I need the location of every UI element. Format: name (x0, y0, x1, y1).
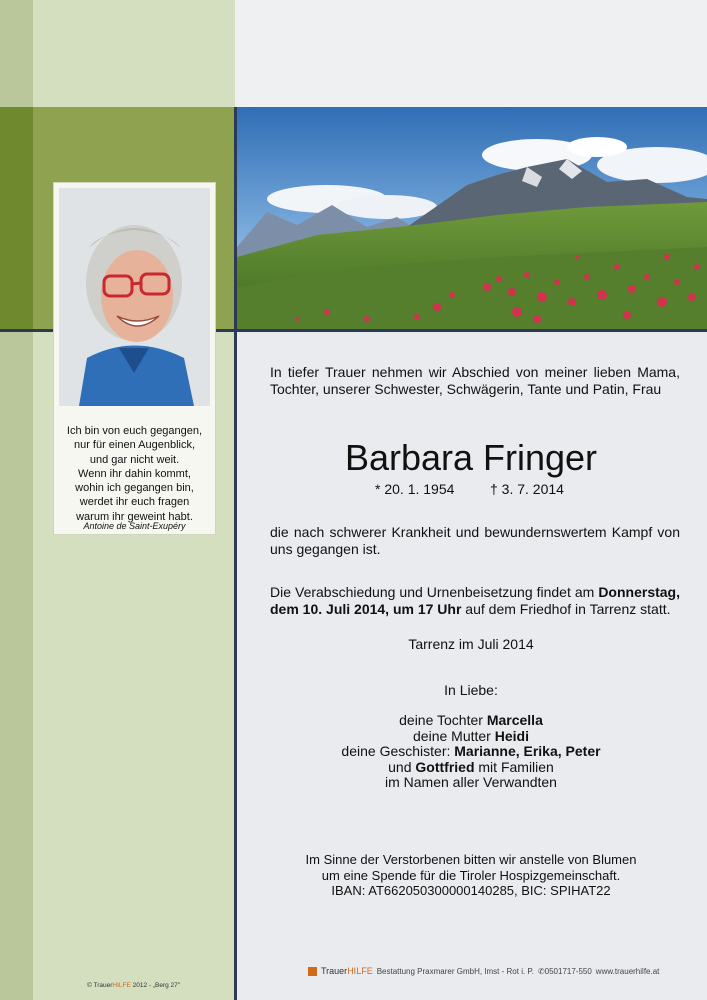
trauerhilfe-logo-icon (308, 967, 317, 976)
quote-line: Wenn ihr dahin kommt, (78, 467, 191, 480)
footer-credits (308, 966, 659, 976)
company-name: Bestattung Praxmarer GmbH, Imst - Rot i. P. (376, 966, 534, 976)
place-date: Tarrenz im Juli 2014 (408, 636, 534, 652)
quote-line: nur für einen Augenblick, (73, 439, 196, 452)
family-and: und Gottfried mit Familien (388, 758, 554, 775)
family-siblings: deine Geschister: Marianne, Erika, Peter (341, 743, 601, 759)
donation-request (270, 852, 672, 899)
ceremony-lead: Die Verabschiedung und Urnenbeisetzung findet am (270, 584, 599, 600)
ceremony-place: auf dem Friedhof in Tarrenz statt. (461, 601, 671, 617)
ceremony-text (270, 584, 680, 618)
birth-date: * 20. 1. 1954 (375, 481, 455, 497)
in-liebe-heading: In Liebe: (444, 682, 498, 698)
family-list (270, 713, 672, 791)
family-daughter: deine Tochter Marcella (399, 712, 543, 728)
bg-band (33, 0, 235, 107)
bg-band (0, 330, 33, 1000)
copyright-note: © TrauerHILFE 2012 - „Berg 27" (87, 982, 181, 989)
family-relatives: im Namen aller Verwandten (385, 774, 557, 790)
quote-line: werdet ihr euch fragen (79, 496, 190, 509)
donation-line: um eine Spende für die Tiroler Hospizgemeinschaft. (321, 867, 621, 883)
illness-text: die nach schwerer Krankheit und bewundernswertem Kampf von uns gegangen ist. (270, 524, 680, 557)
quote-line: und gar nicht weit. (89, 453, 180, 466)
memorial-quote (54, 424, 215, 524)
quote-line: warum ihr geweint habt. (76, 510, 193, 523)
portrait-photo (59, 188, 210, 406)
quote-line: wohin ich gegangen bin, (75, 482, 194, 495)
bg-band (235, 0, 707, 107)
ceremony-date: Donnerstag, dem 10. Juli 2014, um 17 Uhr (270, 584, 680, 617)
family-mother: deine Mutter Heidi (413, 727, 529, 744)
donation-line: Im Sinne der Verstorbenen bitten wir anstelle von Blumen (305, 852, 637, 867)
mountain-landscape-image (237, 107, 707, 329)
deceased-name: Barbara Fringer (344, 437, 598, 478)
intro-text: In tiefer Trauer nehmen wir Abschied von meiner lieben Mama, Tochter, unserer Schwester, Schwägerin, Tante und Patin, Frau (270, 364, 680, 397)
donation-line: IBAN: AT662050300000140285, BIC: SPIHAT22 (331, 883, 611, 898)
portrait-card (53, 182, 216, 535)
death-date: † 3. 7. 2014 (490, 481, 564, 497)
website-link[interactable]: www.trauerhilfe.at (595, 966, 660, 976)
phone-number: ✆0501717-550 (537, 966, 592, 976)
quote-line: Ich bin von euch gegangen, (66, 425, 203, 437)
quote-author: Antoine de Saint-Exupéry (83, 521, 186, 531)
bg-band (0, 0, 33, 107)
bg-band (0, 107, 33, 330)
brand-name: TrauerHILFE (321, 966, 373, 976)
